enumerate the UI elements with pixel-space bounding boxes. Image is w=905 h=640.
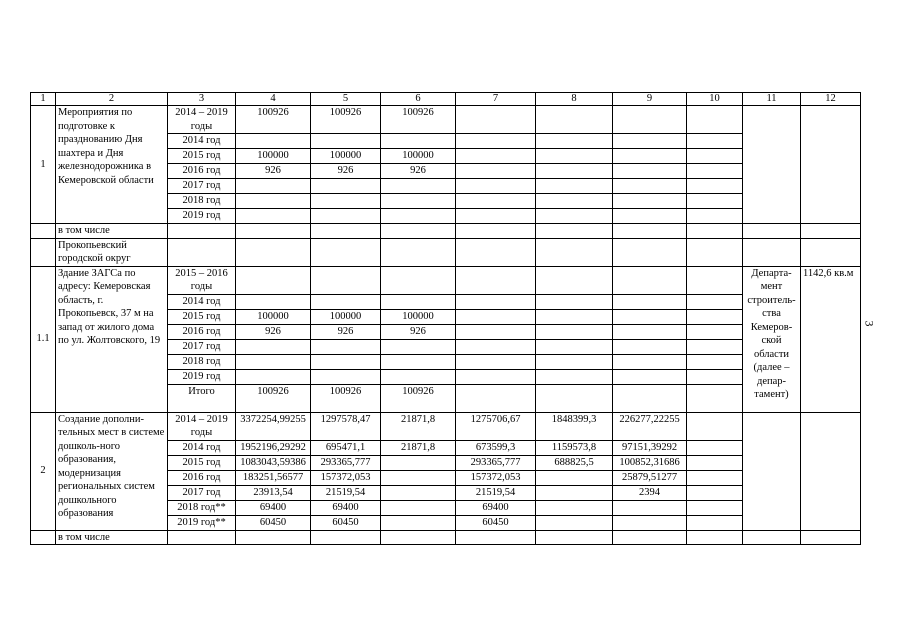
amount-cell: 100000 [381, 149, 456, 164]
amount-cell: 21871,8 [381, 440, 456, 455]
amount-cell [236, 209, 311, 224]
amount-cell [456, 339, 536, 354]
table-cell [31, 530, 56, 545]
amount-cell [311, 354, 381, 369]
table-cell [613, 530, 687, 545]
amount-cell [236, 354, 311, 369]
amount-cell: 3372254,99255 [236, 412, 311, 440]
period-cell: 2015 год [168, 309, 236, 324]
column-header: 7 [456, 93, 536, 106]
amount-cell: 100926 [381, 384, 456, 412]
table-cell [687, 530, 743, 545]
column-header: 12 [801, 93, 861, 106]
table-cell [311, 224, 381, 239]
amount-cell: 293365,777 [456, 455, 536, 470]
table-cell [536, 530, 613, 545]
program-table [30, 92, 861, 545]
amount-cell [236, 369, 311, 384]
amount-cell: 695471,1 [311, 440, 381, 455]
amount-cell: 21871,8 [381, 412, 456, 440]
amount-cell: 926 [381, 164, 456, 179]
amount-cell [613, 309, 687, 324]
period-cell: 2019 год** [168, 515, 236, 530]
amount-cell [536, 179, 613, 194]
period-cell: 2014 год [168, 440, 236, 455]
amount-cell [456, 369, 536, 384]
table-row [31, 224, 861, 239]
table-row [31, 106, 861, 134]
table-cell [31, 224, 56, 239]
amount-cell: 100926 [381, 106, 456, 134]
amount-cell [456, 324, 536, 339]
amount-cell [687, 294, 743, 309]
column-header: 8 [536, 93, 613, 106]
table-cell [613, 224, 687, 239]
column-header: 6 [381, 93, 456, 106]
including-label: в том числе [56, 530, 168, 545]
amount-cell [613, 369, 687, 384]
amount-cell [687, 339, 743, 354]
amount-cell: 926 [236, 324, 311, 339]
amount-cell: 100000 [311, 149, 381, 164]
column-header: 5 [311, 93, 381, 106]
amount-cell [236, 194, 311, 209]
amount-cell [613, 266, 687, 294]
amount-cell [687, 266, 743, 294]
table-cell [801, 238, 861, 266]
amount-cell [311, 194, 381, 209]
period-cell: 2015 – 2016 годы [168, 266, 236, 294]
amount-cell: 157372,053 [456, 470, 536, 485]
event-name: Создание дополни-тельных мест в системе дошколь-ного образования, модернизация региональных систем дошкольного образования [56, 412, 168, 530]
table-cell [801, 106, 861, 224]
amount-cell: 293365,777 [311, 455, 381, 470]
period-cell: Итого [168, 384, 236, 412]
amount-cell [613, 149, 687, 164]
amount-cell [613, 324, 687, 339]
amount-cell [613, 106, 687, 134]
amount-cell [613, 354, 687, 369]
table-cell [236, 238, 311, 266]
amount-cell [381, 485, 456, 500]
period-cell: 2017 год [168, 179, 236, 194]
amount-cell [613, 384, 687, 412]
amount-cell [236, 294, 311, 309]
including-label: в том числе [56, 224, 168, 239]
amount-cell: 60450 [456, 515, 536, 530]
amount-cell [381, 470, 456, 485]
amount-cell: 69400 [311, 500, 381, 515]
table-cell [687, 238, 743, 266]
table-cell [687, 470, 743, 485]
table-cell [456, 224, 536, 239]
amount-cell: 1275706,67 [456, 412, 536, 440]
table-cell [687, 179, 743, 194]
amount-cell [236, 339, 311, 354]
amount-cell: 69400 [236, 500, 311, 515]
amount-cell [613, 179, 687, 194]
table-cell [687, 134, 743, 149]
table-cell [381, 224, 456, 239]
amount-cell: 60450 [236, 515, 311, 530]
column-header: 2 [56, 93, 168, 106]
amount-cell: 100000 [311, 309, 381, 324]
amount-cell: 926 [381, 324, 456, 339]
amount-cell: 100000 [236, 309, 311, 324]
table-row [31, 266, 861, 294]
table-cell [311, 530, 381, 545]
amount-cell [381, 515, 456, 530]
amount-cell [613, 134, 687, 149]
amount-cell [536, 369, 613, 384]
amount-cell: 1297578,47 [311, 412, 381, 440]
amount-cell [311, 339, 381, 354]
amount-cell [687, 309, 743, 324]
amount-cell: 1083043,59386 [236, 455, 311, 470]
period-cell: 2019 год [168, 209, 236, 224]
amount-cell [311, 179, 381, 194]
amount-cell [687, 384, 743, 412]
amount-cell: 1952196,29292 [236, 440, 311, 455]
period-cell: 2014 год [168, 134, 236, 149]
amount-cell [536, 384, 613, 412]
header-row [31, 93, 861, 106]
amount-cell [536, 485, 613, 500]
amount-cell: 21519,54 [456, 485, 536, 500]
amount-cell [613, 500, 687, 515]
table-cell [687, 164, 743, 179]
amount-cell [536, 106, 613, 134]
amount-cell: 673599,3 [456, 440, 536, 455]
amount-cell [311, 294, 381, 309]
amount-cell: 1848399,3 [536, 412, 613, 440]
amount-cell [236, 266, 311, 294]
amount-cell: 100926 [236, 106, 311, 134]
amount-cell [536, 500, 613, 515]
table-cell [687, 485, 743, 500]
period-cell: 2017 год [168, 339, 236, 354]
amount-cell [456, 294, 536, 309]
period-cell: 2018 год [168, 194, 236, 209]
row-number: 1 [31, 106, 56, 224]
amount-cell [381, 354, 456, 369]
table-cell [801, 530, 861, 545]
amount-cell: 100926 [311, 384, 381, 412]
column-header: 3 [168, 93, 236, 106]
table-row [31, 412, 861, 440]
amount-cell: 100000 [236, 149, 311, 164]
table-row [31, 530, 861, 545]
amount-cell [456, 134, 536, 149]
amount-cell [536, 134, 613, 149]
row-number: 1.1 [31, 266, 56, 412]
table-cell [381, 238, 456, 266]
amount-cell [456, 179, 536, 194]
amount-cell [536, 194, 613, 209]
amount-cell: 1159573,8 [536, 440, 613, 455]
amount-cell [456, 266, 536, 294]
table-cell [743, 530, 801, 545]
amount-cell: 157372,053 [311, 470, 381, 485]
amount-cell: 21519,54 [311, 485, 381, 500]
table-cell [687, 224, 743, 239]
amount-cell [236, 134, 311, 149]
table-cell [687, 149, 743, 164]
amount-cell [613, 194, 687, 209]
amount-cell [613, 164, 687, 179]
amount-cell [381, 179, 456, 194]
amount-cell [536, 149, 613, 164]
table-cell [687, 209, 743, 224]
table-cell [536, 224, 613, 239]
table-cell [236, 530, 311, 545]
amount-cell: 25879,51277 [613, 470, 687, 485]
amount-cell [536, 266, 613, 294]
amount-cell [381, 455, 456, 470]
period-cell: 2014 – 2019 годы [168, 106, 236, 134]
table-cell [801, 224, 861, 239]
amount-cell [613, 515, 687, 530]
amount-cell [613, 209, 687, 224]
amount-cell [536, 470, 613, 485]
amount-cell [536, 209, 613, 224]
amount-cell: 23913,54 [236, 485, 311, 500]
event-name: Мероприятия по подготовке к празднованию Дня шахтера и Дня железнодорожника в Кемеровской области [56, 106, 168, 224]
table-cell [687, 106, 743, 134]
column-header: 1 [31, 93, 56, 106]
amount-cell: 69400 [456, 500, 536, 515]
district-label: Прокопьевский городской округ [56, 238, 168, 266]
amount-cell [381, 266, 456, 294]
amount-cell [381, 194, 456, 209]
amount-cell [613, 294, 687, 309]
period-cell: 2014 год [168, 294, 236, 309]
table-cell [743, 224, 801, 239]
table-cell [687, 515, 743, 530]
table-cell [168, 238, 236, 266]
period-cell: 2015 год [168, 455, 236, 470]
amount-cell: 100000 [381, 309, 456, 324]
column-header: 4 [236, 93, 311, 106]
table-cell [743, 238, 801, 266]
amount-cell: 2394 [613, 485, 687, 500]
amount-cell: 60450 [311, 515, 381, 530]
period-cell: 2015 год [168, 149, 236, 164]
amount-cell [687, 324, 743, 339]
amount-cell: 926 [311, 324, 381, 339]
amount-cell [381, 500, 456, 515]
amount-cell: 100926 [236, 384, 311, 412]
object-name: Здание ЗАГСа по адресу: Кемеровская область, г. Прокопьевск, 37 м на запад от жилого дома по ул. Жолтовского, 19 [56, 266, 168, 412]
amount-cell [456, 354, 536, 369]
column-header: 9 [613, 93, 687, 106]
page-number: 3 [862, 320, 877, 327]
amount-cell [311, 134, 381, 149]
amount-cell [536, 354, 613, 369]
amount-cell [311, 266, 381, 294]
amount-cell [381, 339, 456, 354]
amount-cell [536, 339, 613, 354]
amount-cell: 97151,39292 [613, 440, 687, 455]
amount-cell [613, 339, 687, 354]
amount-cell: 226277,22255 [613, 412, 687, 440]
amount-cell: 926 [311, 164, 381, 179]
amount-cell [381, 369, 456, 384]
amount-cell: 183251,56577 [236, 470, 311, 485]
amount-cell [536, 324, 613, 339]
amount-cell: 688825,5 [536, 455, 613, 470]
table-cell [536, 238, 613, 266]
table-cell [168, 530, 236, 545]
amount-cell [456, 384, 536, 412]
responsible-cell: Департа-мент строитель-ства Кемеров-ской области (далее – депар-тамент) [743, 266, 801, 412]
amount-cell [236, 179, 311, 194]
amount-cell [456, 194, 536, 209]
row-number: 2 [31, 412, 56, 530]
table-cell [456, 530, 536, 545]
amount-cell [456, 106, 536, 134]
amount-cell [311, 369, 381, 384]
period-cell: 2017 год [168, 485, 236, 500]
column-header: 11 [743, 93, 801, 106]
amount-cell [311, 209, 381, 224]
table-cell [687, 455, 743, 470]
table-cell [743, 412, 801, 530]
period-cell: 2014 – 2019 годы [168, 412, 236, 440]
table-cell [613, 238, 687, 266]
amount-cell [456, 209, 536, 224]
amount-cell [536, 515, 613, 530]
table-cell [381, 530, 456, 545]
amount-cell [536, 164, 613, 179]
amount-cell: 100852,31686 [613, 455, 687, 470]
table-cell [168, 224, 236, 239]
table-cell [31, 238, 56, 266]
amount-cell [456, 149, 536, 164]
amount-cell: 100926 [311, 106, 381, 134]
period-cell: 2016 год [168, 470, 236, 485]
amount-cell [456, 309, 536, 324]
amount-cell [536, 294, 613, 309]
table-cell [236, 224, 311, 239]
column-header: 10 [687, 93, 743, 106]
period-cell: 2016 год [168, 164, 236, 179]
table-cell [311, 238, 381, 266]
amount-cell [456, 164, 536, 179]
amount-cell [687, 369, 743, 384]
period-cell: 2018 год [168, 354, 236, 369]
table-cell [687, 440, 743, 455]
amount-cell [381, 294, 456, 309]
amount-cell [381, 134, 456, 149]
amount-cell [536, 309, 613, 324]
period-cell: 2016 год [168, 324, 236, 339]
period-cell: 2018 год** [168, 500, 236, 515]
table-cell [743, 106, 801, 224]
amount-cell [687, 354, 743, 369]
capacity-cell: 1142,6 кв.м [801, 266, 861, 412]
table-row [31, 238, 861, 266]
amount-cell: 926 [236, 164, 311, 179]
table-cell [687, 412, 743, 440]
table-cell [687, 500, 743, 515]
amount-cell [381, 209, 456, 224]
table-cell [801, 412, 861, 530]
table-cell [456, 238, 536, 266]
table-cell [687, 194, 743, 209]
period-cell: 2019 год [168, 369, 236, 384]
